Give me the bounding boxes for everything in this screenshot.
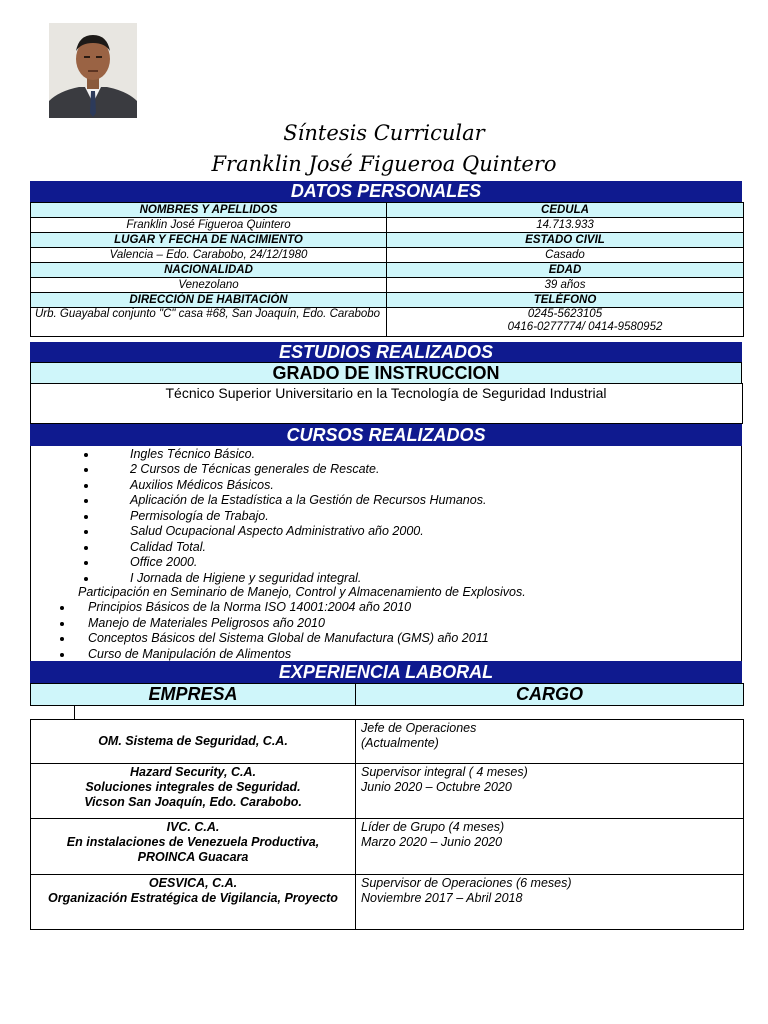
label-nacionalidad: NACIONALIDAD: [31, 263, 387, 278]
label-nombres: NOMBRES Y APELLIDOS: [31, 203, 387, 218]
section-datos-personales: DATOS PERSONALES: [30, 181, 742, 202]
company-detail: Soluciones integrales de Seguridad.: [85, 780, 301, 794]
company-name: IVC. C.A.: [166, 820, 220, 834]
course-item: Permisología de Trabajo.: [130, 509, 269, 523]
bullet-icon: [60, 637, 64, 641]
address-text: Urb. Guayabal conjunto "C" casa #68, San Joaquín, Edo. Carabobo: [35, 308, 381, 320]
value-estado-civil: Casado: [387, 248, 744, 263]
column-cargo: CARGO: [356, 684, 744, 706]
role-title: Supervisor de Operaciones (6 meses): [361, 876, 572, 890]
role-period: Marzo 2020 – Junio 2020: [361, 835, 503, 849]
bullet-icon: [84, 468, 88, 472]
course-item: Curso de Manipulación de Alimentos: [88, 647, 292, 661]
value-nacionalidad: Venezolano: [31, 278, 387, 293]
role-period: Noviembre 2017 – Abril 2018: [361, 891, 523, 905]
phone-line-2: 0416-0277774/ 0414-9580952: [507, 321, 663, 333]
label-lugar-fecha: LUGAR Y FECHA DE NACIMIENTO: [31, 233, 387, 248]
bullet-icon: [60, 606, 64, 610]
label-direccion: DIRECCIÓN DE HABITACIÓN: [31, 293, 387, 308]
grado-instruccion-value: Técnico Superior Universitario en la Tecnología de Seguridad Industrial: [165, 385, 607, 401]
value-lugar-fecha: Valencia – Edo. Carabobo, 24/12/1980: [31, 248, 387, 263]
course-item: Manejo de Materiales Peligrosos año 2010: [88, 616, 325, 630]
experience-header: [30, 683, 744, 706]
role-period: Junio 2020 – Octubre 2020: [361, 780, 512, 794]
bullet-icon: [84, 515, 88, 519]
company-detail: En instalaciones de Venezuela Productiva,: [66, 835, 320, 849]
company-name: Hazard Security, C.A.: [130, 765, 256, 779]
bullet-icon: [84, 484, 88, 488]
course-item: Principios Básicos de la Norma ISO 14001:2004 año 2010: [88, 600, 412, 614]
role-period: (Actualmente): [361, 736, 439, 750]
personal-data-table: [30, 202, 744, 337]
bullet-icon: [84, 546, 88, 550]
company-detail: Organización Estratégica de Vigilancia, Proyecto: [48, 891, 338, 905]
course-item: 2 Cursos de Técnicas generales de Rescate.: [130, 462, 380, 476]
label-telefono: TELÉFONO: [387, 293, 744, 308]
section-cursos: CURSOS REALIZADOS: [30, 424, 742, 446]
label-estado-civil: ESTADO CIVIL: [387, 233, 744, 248]
value-telefono: [387, 308, 744, 337]
divider: [74, 705, 75, 719]
column-empresa: EMPRESA: [31, 684, 356, 706]
label-edad: EDAD: [387, 263, 744, 278]
label-cedula: CEDULA: [387, 203, 744, 218]
course-item: Participación en Seminario de Manejo, Control y Almacenamiento de Explosivos.: [78, 585, 526, 599]
value-nombres: Franklin José Figueroa Quintero: [31, 218, 387, 233]
course-item: I Jornada de Higiene y seguridad integral.: [130, 571, 362, 585]
role-cell: [356, 764, 744, 819]
role-title: Supervisor integral ( 4 meses): [361, 765, 528, 779]
company-detail: PROINCA Guacara: [137, 850, 249, 864]
company-cell: [31, 819, 356, 875]
bullet-icon: [84, 577, 88, 581]
experience-table: [30, 719, 744, 930]
role-title: Líder de Grupo (4 meses): [361, 820, 505, 834]
bullet-icon: [84, 561, 88, 565]
document-title: Síntesis Curricular: [283, 121, 485, 145]
role-cell: [356, 875, 744, 930]
course-item: Conceptos Básicos del Sistema Global de Manufactura (GMS) año 2011: [88, 631, 489, 645]
bullet-icon: [84, 499, 88, 503]
role-cell: [356, 819, 744, 875]
value-cedula: 14.713.933: [387, 218, 744, 233]
value-edad: 39 años: [387, 278, 744, 293]
company-detail: Vicson San Joaquín, Edo. Carabobo.: [84, 795, 302, 809]
course-item: Office 2000.: [130, 555, 198, 569]
bullet-icon: [60, 622, 64, 626]
value-direccion: [31, 308, 387, 337]
course-item: Auxilios Médicos Básicos.: [130, 478, 274, 492]
company-cell: [31, 720, 356, 764]
bullet-icon: [84, 453, 88, 457]
company-cell: [31, 764, 356, 819]
company-name: OM. Sistema de Seguridad, C.A.: [98, 734, 288, 748]
course-item: Ingles Técnico Básico.: [130, 447, 256, 461]
section-estudios: ESTUDIOS REALIZADOS: [30, 342, 742, 362]
role-title: Jefe de Operaciones: [361, 721, 477, 735]
bullet-icon: [60, 653, 64, 657]
course-item: Salud Ocupacional Aspecto Administrativo año 2000.: [130, 524, 424, 538]
person-name-title: Franklin José Figueroa Quintero: [211, 152, 557, 176]
grado-instruccion-heading: GRADO DE INSTRUCCION: [30, 362, 742, 384]
course-item: Calidad Total.: [130, 540, 206, 554]
section-experiencia: EXPERIENCIA LABORAL: [30, 661, 742, 683]
role-cell: [356, 720, 744, 764]
bullet-icon: [84, 530, 88, 534]
company-cell: [31, 875, 356, 930]
phone-line-1: 0245-5623105: [527, 308, 603, 320]
profile-photo: [49, 23, 137, 118]
course-item: Aplicación de la Estadística a la Gestión de Recursos Humanos.: [130, 493, 487, 507]
company-name: OESVICA, C.A.: [148, 876, 238, 890]
